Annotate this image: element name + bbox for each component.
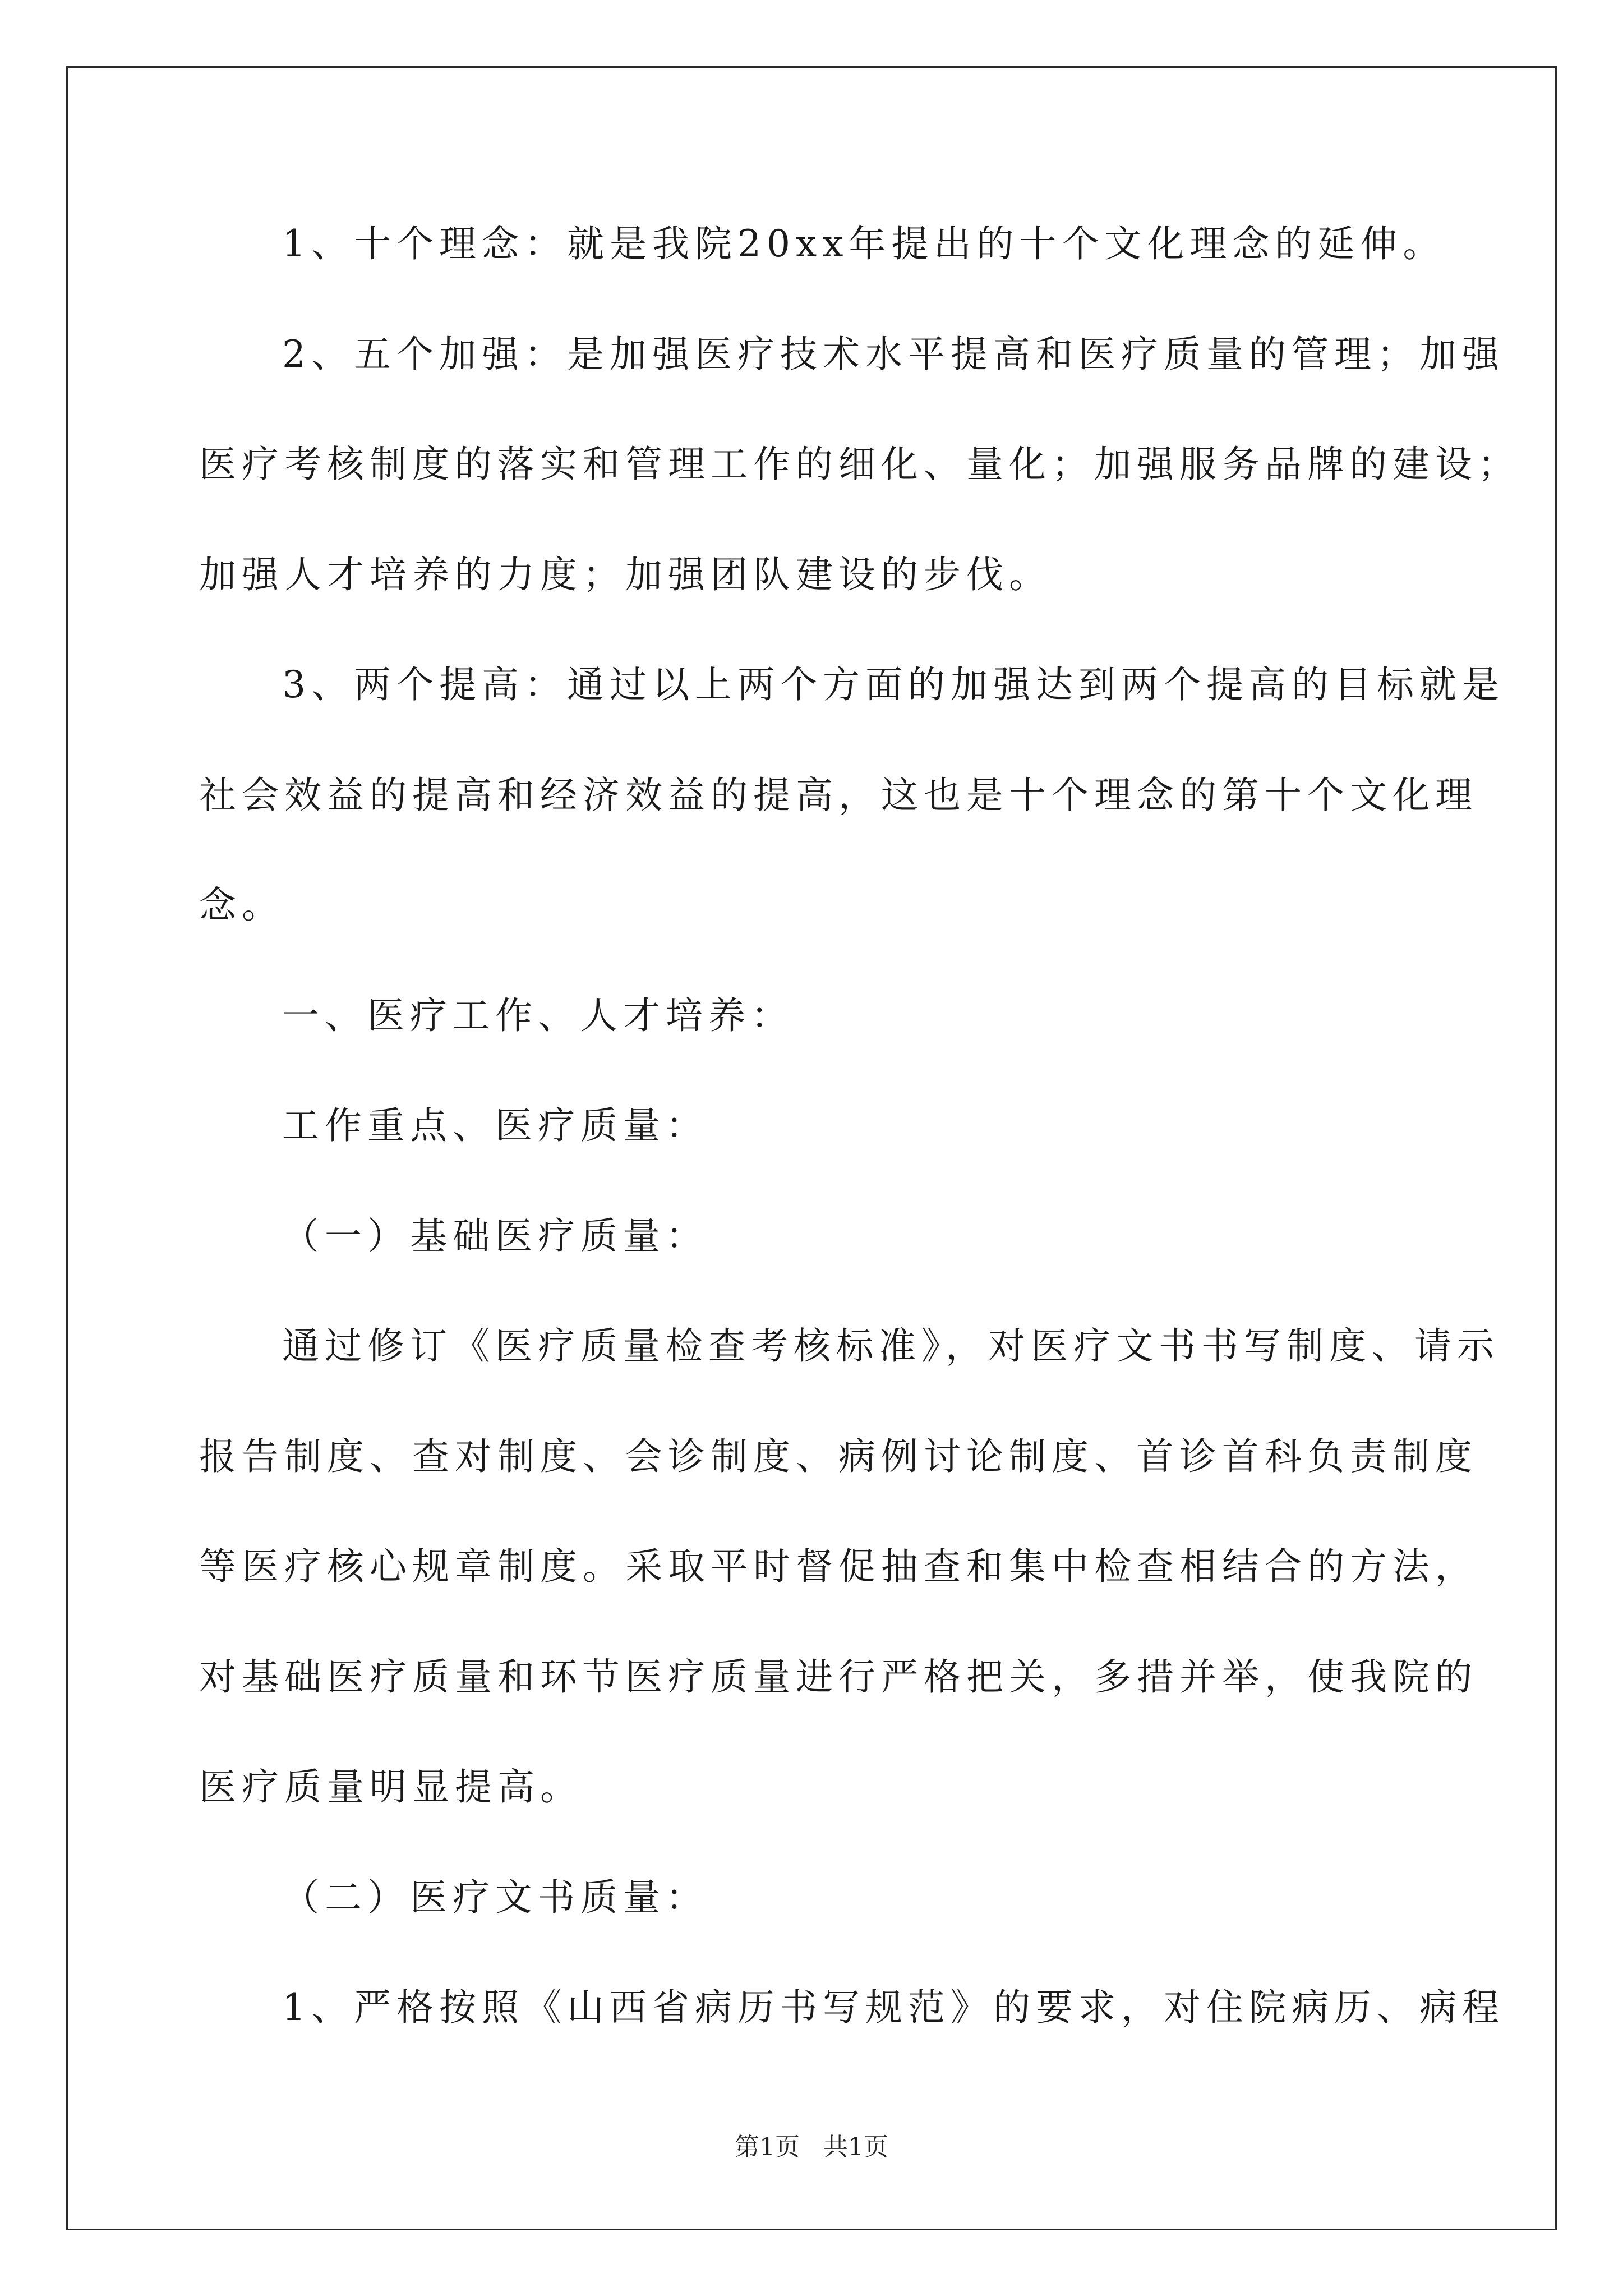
paragraph-line: 1、十个理念：就是我院20xx年提出的十个文化理念的延伸。 bbox=[282, 222, 1446, 265]
paragraph-line: 报告制度、查对制度、会诊制度、病例讨论制度、首诊首科负责制度 bbox=[199, 1435, 1478, 1478]
paragraph-line: 等医疗核心规章制度。采取平时督促抽查和集中检查相结合的方法， bbox=[199, 1545, 1478, 1588]
paragraph-line: 加强人才培养的力度；加强团队建设的步伐。 bbox=[199, 553, 1052, 596]
paragraph-line: 2、五个加强：是加强医疗技术水平提高和医疗质量的管理；加强 bbox=[282, 333, 1505, 376]
paragraph-line: 通过修订《医疗质量检查考核标准》，对医疗文书书写制度、请示 bbox=[282, 1324, 1500, 1368]
paragraph-line: 医疗质量明显提高。 bbox=[199, 1765, 583, 1809]
subsection-heading: （二）医疗文书质量： bbox=[282, 1876, 708, 1919]
paragraph-line: 1、严格按照《山西省病历书写规范》的要求，对住院病历、病程 bbox=[282, 1986, 1505, 2029]
page-number-total: 共1页 bbox=[823, 2133, 888, 2161]
paragraph-line: 医疗考核制度的落实和管理工作的细化、量化；加强服务品牌的建设； bbox=[199, 443, 1520, 486]
paragraph-line: 对基础医疗质量和环节医疗质量进行严格把关，多措并举，使我院的 bbox=[199, 1655, 1478, 1699]
page-number-current: 第1页 bbox=[735, 2133, 800, 2161]
paragraph-line: 社会效益的提高和经济效益的提高，这也是十个理念的第十个文化理 bbox=[199, 774, 1478, 817]
paragraph-line: 念。 bbox=[199, 884, 284, 927]
paragraph-line: 3、两个提高：通过以上两个方面的加强达到两个提高的目标就是 bbox=[282, 663, 1505, 706]
section-heading: 一、医疗工作、人才培养： bbox=[282, 994, 794, 1037]
subsection-heading: 工作重点、医疗质量： bbox=[282, 1104, 708, 1147]
subsection-heading: （一）基础医疗质量： bbox=[282, 1214, 708, 1258]
page-footer bbox=[0, 2132, 1623, 2163]
